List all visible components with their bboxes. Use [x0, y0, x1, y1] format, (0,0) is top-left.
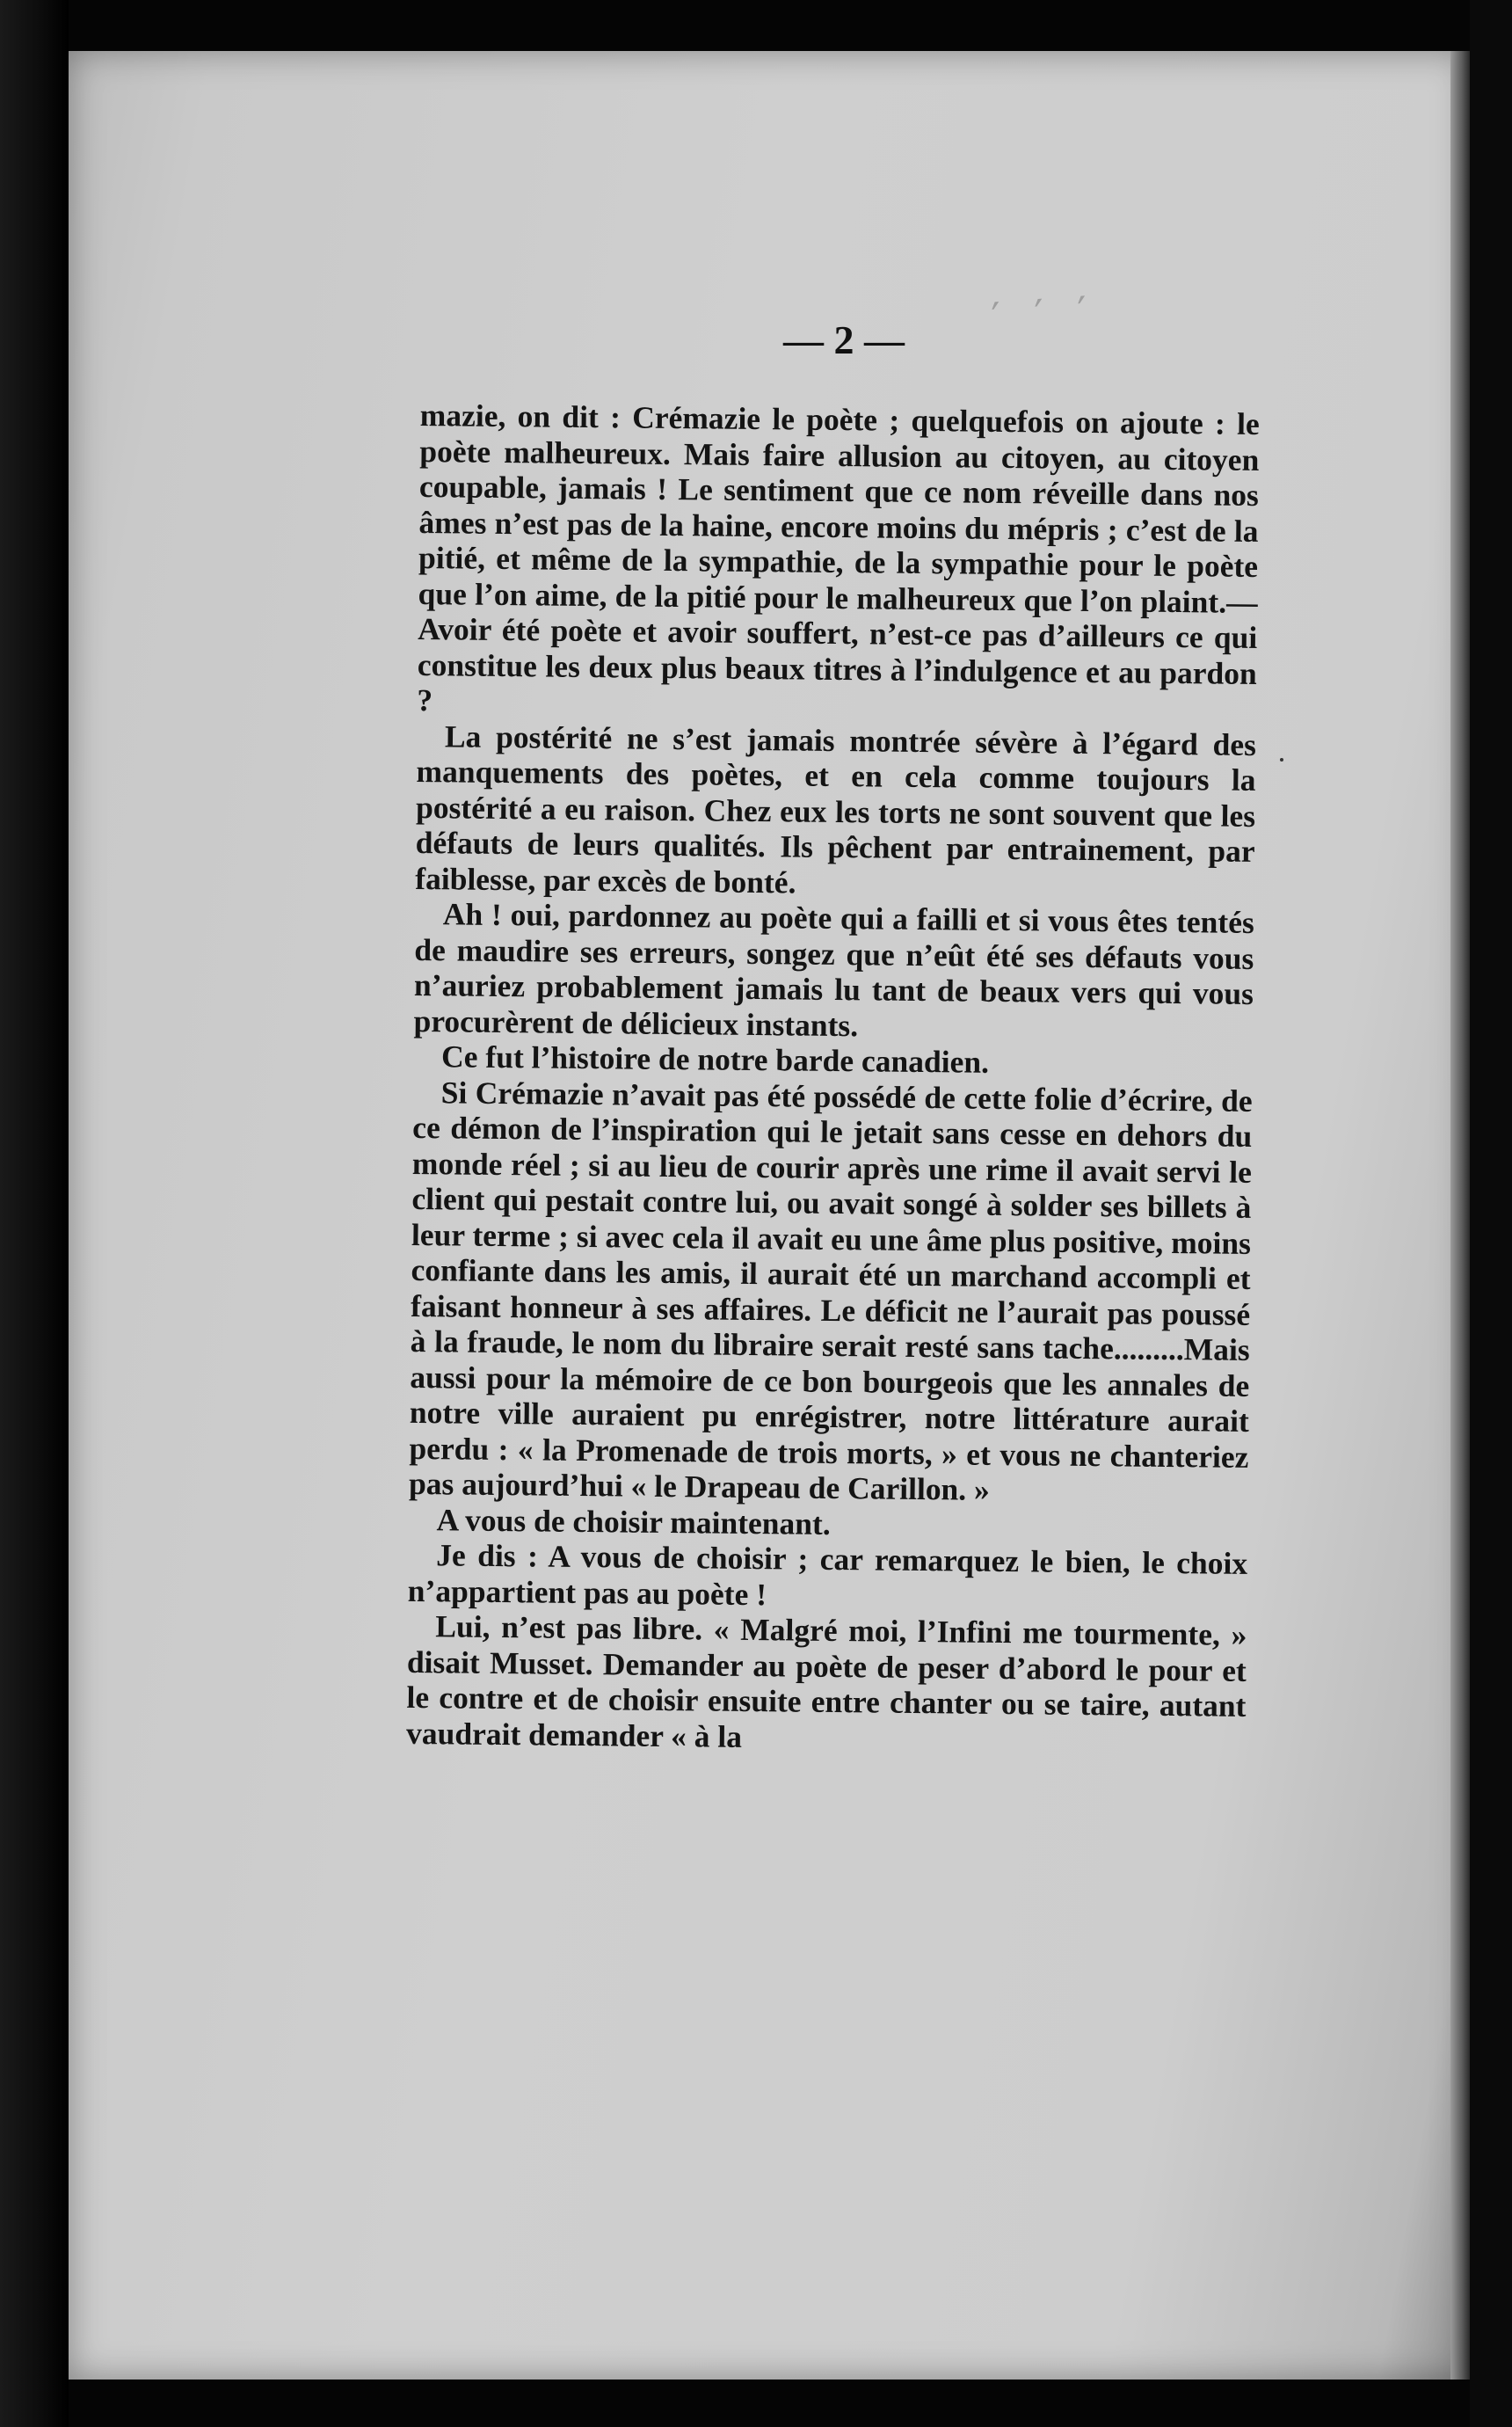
paragraph: mazie, on dit : Crémazie le poète ; quelquefois on ajoute : le poète malheureux. Mais faire allusion au citoyen, au citoyen coupable, jamais ! Le sentiment que ce nom réveille dans nos âmes n’est pas de la haine, encore moins du mépris ; c’est de la pitié, et même de la sympathie, de la sympathie pour le poète que l’on aime, de la pitié pour le malheureux que l’on plaint.— Avoir été poète et avoir souffert, n’est-ce pas d’ailleurs ce qui constitue les deux plus beaux titres à l’indulgence et au pardon ? [417, 397, 1260, 718]
paragraph: La postérité ne s’est jamais montrée sévère à l’égard des manquements des poètes, et en cela comme toujours la postérité a eu raison. Chez eux les torts ne sont souvent que les défauts de leurs qualités. Ils pêchent par entrainement, par faiblesse, par excès de bonté. [415, 718, 1257, 900]
page-number: — 2 — [783, 317, 905, 362]
paragraph: Ah ! oui, pardonnez au poète qui a failli et si vous êtes tentés de maudire ses erreurs, songez que n’eût été ses défauts vous n’auriez probablement jamais lu tant de beaux vers qui vous procurèrent de délicieux instants. [413, 896, 1255, 1043]
paragraph: Ce fut l’histoire de notre barde canadien. [440, 1039, 990, 1080]
paragraph: Je dis : A vous de choisir ; car remarquez le bien, le choix n’appartient pas au poète ! [407, 1537, 1248, 1612]
paragraph: Si Crémazie n’avait pas été possédé de cette folie d’écrire, de ce démon de l’inspiration qui le jetait sans cesse en dehors du monde réel ; si au lieu de courir après une rime il avait servi le client qui pestait contre lui, ou avait songé à solder ses billets à leur terme ; si avec cela il avait eu une âme plus positive, moins confiante dans les amis, il aurait été un marchand accompli et faisant honneur à ses affaires. Le déficit ne l’aurait pas poussé à la fraude, le nom du libraire serait resté sans tache.........Mais aussi pour la mémoire de ce bon bourgeois que les annales de notre ville auraient pu enrégistrer, notre littérature aurait perdu : « la Promenade de trois morts, » et vous ne chanteriez pas aujourd’hui « le Drapeau de Carillon. » [408, 1074, 1253, 1507]
binding-edge [0, 0, 69, 2427]
pencil-annotation: ′ ′ ′ [990, 286, 1100, 342]
stray-mark [1280, 758, 1283, 762]
body-text [406, 397, 1260, 1760]
scan-border [1470, 0, 1512, 2427]
page-curl-shadow [1450, 51, 1470, 2380]
paragraph: A vous de choisir maintenant. [436, 1501, 831, 1541]
paragraph: Lui, n’est pas libre. « Malgré moi, l’Infini me tourmente, » disait Musset. Demander au poète de peser d’abord le pour et le contre et de choisir ensuite entre chanter ou se taire, autant vaudrait demander « à la [405, 1608, 1247, 1754]
